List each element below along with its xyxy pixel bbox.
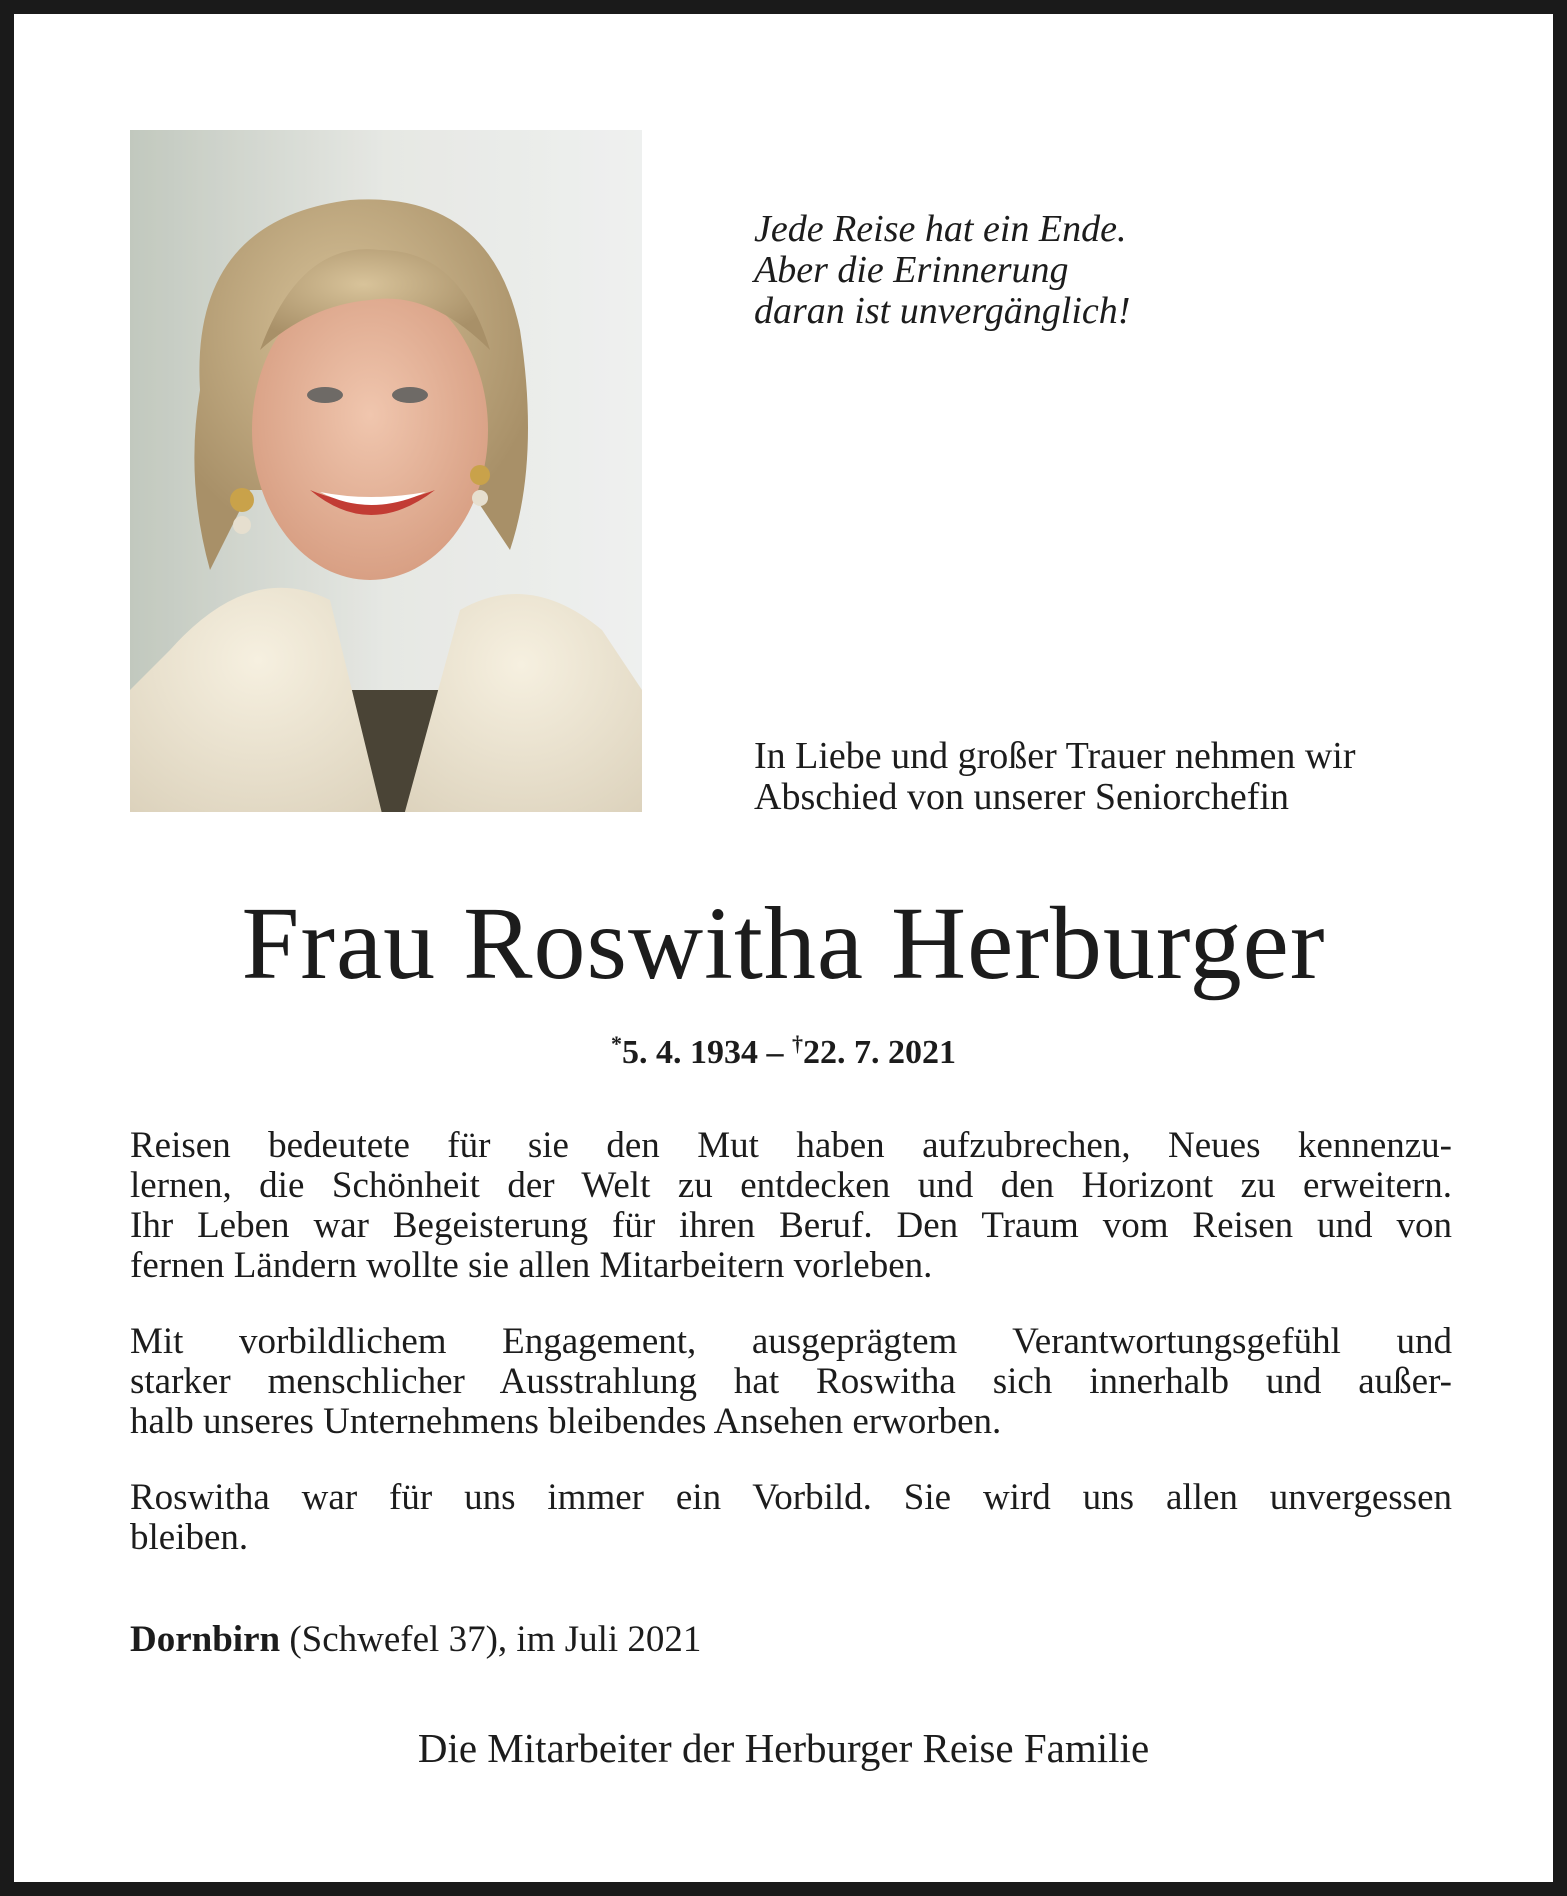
birth-date: 5. 4. 1934 xyxy=(622,1034,758,1071)
death-date: 22. 7. 2021 xyxy=(803,1034,956,1071)
signature: Die Mitarbeiter der Herburger Reise Familie xyxy=(417,1725,1150,1771)
portrait-photo xyxy=(130,130,642,812)
body-paragraph-3 xyxy=(130,1478,1452,1558)
place-and-date xyxy=(130,1620,701,1660)
death-symbol: † xyxy=(792,1031,803,1056)
birth-symbol: * xyxy=(611,1031,622,1056)
intro-line: Abschied von unserer Seniorchefin xyxy=(754,776,1290,818)
body-paragraph-2 xyxy=(130,1322,1452,1442)
body-line: Reisen bedeutete für sie den Mut haben aufzubrechen, Neues kennenzu- xyxy=(130,1125,1452,1166)
quote-line: Aber die Erinnerung xyxy=(754,249,1069,291)
body-line: lernen, die Schönheit der Welt zu entdecken und den Horizont zu erweitern. xyxy=(130,1165,1452,1206)
intro-text xyxy=(754,736,1494,818)
body-line: Mit vorbildlichem Engagement, ausgeprägtem Verantwortungsgefühl und xyxy=(130,1321,1452,1362)
quote-line: daran ist unvergänglich! xyxy=(754,290,1131,332)
body-line: fernen Ländern wollte sie allen Mitarbeitern vorleben. xyxy=(130,1245,933,1286)
intro-line: In Liebe und großer Trauer nehmen wir xyxy=(754,735,1356,777)
quote-line: Jede Reise hat ein Ende. xyxy=(754,208,1127,250)
body-line: Roswitha war für uns immer ein Vorbild. Sie wird uns allen unvergessen xyxy=(130,1477,1452,1518)
place-detail: (Schwefel 37), im Juli 2021 xyxy=(280,1619,702,1660)
body-line: starker menschlicher Ausstrahlung hat Roswitha sich innerhalb und außer- xyxy=(130,1361,1452,1402)
place-city: Dornbirn xyxy=(130,1619,281,1660)
body-line: bleiben. xyxy=(130,1517,249,1558)
date-separator: – xyxy=(758,1034,792,1071)
body-line: halb unseres Unternehmens bleibendes Ansehen erworben. xyxy=(130,1401,1002,1442)
deceased-name: Frau Roswitha Herburger xyxy=(241,886,1326,1001)
quote xyxy=(754,209,1454,332)
body-line: Ihr Leben war Begeisterung für ihren Beruf. Den Traum vom Reisen und von xyxy=(130,1205,1452,1246)
body-paragraph-1 xyxy=(130,1126,1452,1286)
life-dates xyxy=(14,1024,1553,1073)
